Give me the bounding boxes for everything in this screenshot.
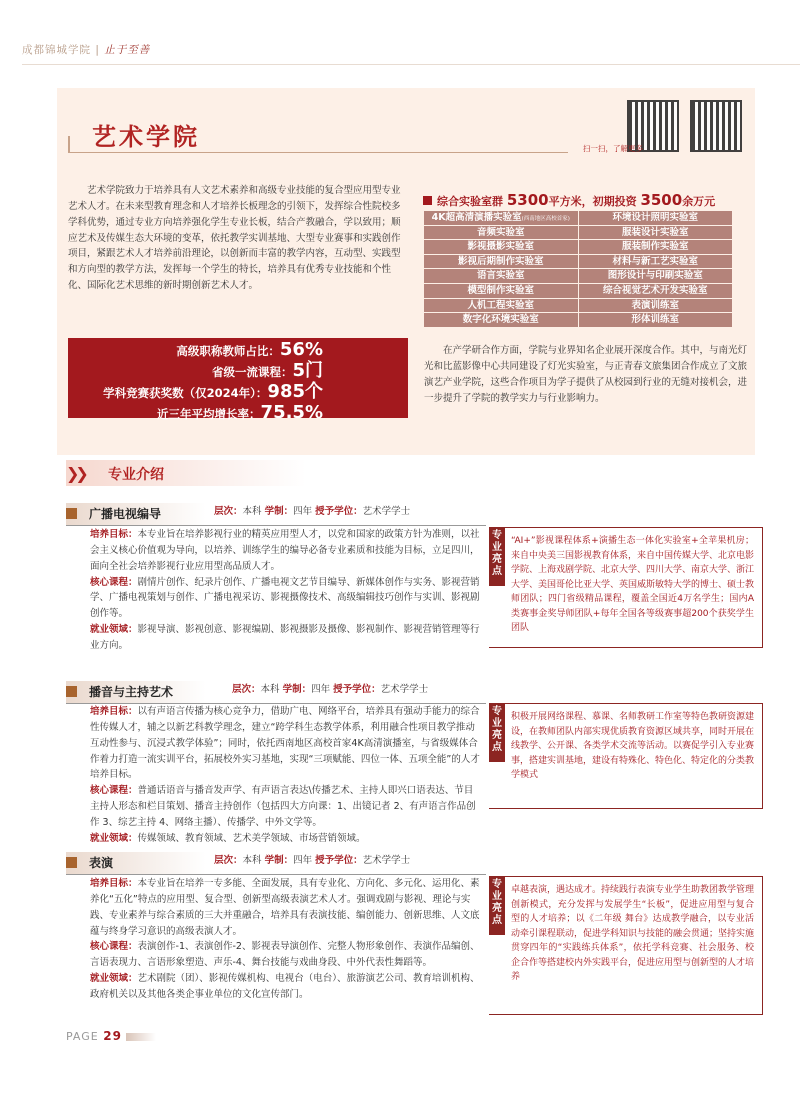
lab-item: 音频实验室: [424, 226, 578, 240]
lab-item: 图形设计与印刷实验室: [579, 269, 733, 283]
job-para: 就业领域：艺术剧院（团）、影视传媒机构、电视台（电台）、旅游演艺公司、教育培训机构、政府机关以及其他各类企事业单位的文化宣传部门。: [90, 973, 480, 1001]
stat-row: 省级一流课程：5门: [211, 360, 323, 381]
stat-row: 高级职称教师占比：56%: [176, 339, 323, 360]
qr-code-2[interactable]: [690, 100, 742, 152]
core-para: 核心课程：表演创作-1、表演创作-2、影视表导演创作、完整人物形象创作、表演作品编创、言语表现力、言语形象塑造、声乐-4、舞台技能与戏曲身段、中外代表性舞蹈等。: [90, 941, 480, 969]
major-body: [90, 527, 482, 654]
stat-row: 近三年平均增长率：75.5%: [157, 402, 323, 423]
cooperation-text: 在产学研合作方面，学院与业界知名企业展开深度合作。其中，与南光灯光和比蓝影像中心共同建设了灯光实验室，与正青春文旅集团合作成立了文旅演艺产业学院，这些合作项目为学子提供了从校园到行业的无缝对接机会，进一步提升了学院的教学实力与行业影响力。: [424, 345, 748, 404]
major-name: 表演: [89, 856, 114, 870]
lab-item: 综合视觉艺术开发实验室: [579, 284, 733, 298]
highlight-text: “AI+”影视课程体系+演播生态一体化实验室+全苹果机房；来自中央美三国影视教育体系，来自中国传媒大学、北京电影学院、上海戏剧学院、北京大学、四川大学、南京大学、浙江大学、美国哥伦比亚大学、英国威斯敏特大学的博士、硕士教师团队；四门省级精品课程，覆盖全国近4万名学生；国内A类赛事金奖导师团队+每年全国各等级赛事超200个获奖学生团队: [511, 536, 755, 634]
highlight-text: 卓越表演，遇达成才。持续践行表演专业学生助教团教学管理创新模式，充分发挥与发展学生“长板”，促进应用型与复合型的人才培养；以《二年级 舞台》达成教学融合，以专业活动牵引课程联动，促进学科知识与技能的融会贯通；坚持实施贯穿四年的“实践练兵体系”，依托学科竞赛、社会服务、校企合作等搭建校内外实践平台，促进应用型与创新型的人才培养: [511, 885, 755, 983]
highlight-box: [489, 703, 763, 809]
highlight-box: [489, 527, 763, 648]
lab-item: 形体训练室: [579, 313, 733, 327]
goal-para: 培养目标：以有声语言传播为核心竞争力，借助广电、网络平台，培养具有强动手能力的综合性传媒人才，辅之以新艺科教学理念，建立“跨学科生态教学体系，利用融合性项目教学推动互动性参与、沉浸式教学体验”；同时，依托西南地区高校首家4K高清演播室，与省级媒体合作着力打造一流实训平台，拓展校外实习基地，实现“三项赋能、四位一体、五项全能”的人才培养目标。: [90, 706, 480, 781]
double-chevron-icon: ❯❯: [66, 464, 85, 483]
labs-grid: [424, 211, 732, 327]
lab-item: 服装制作实验室: [579, 240, 733, 254]
goal-para: 培养目标：本专业旨在培养一专多能、全面发展，具有专业化、方向化、多元化、运用化、素养化“五化”特点的应用型、复合型、创新型高级表演艺术人才。强调戏剧与影视、理论与实践、专业素养与综合素质的三大并重融合，培养具有表演技能、编创能力、创新思维、人文底蕴与终身学习意识的高级表演人才。: [90, 878, 480, 937]
lab-item: 影视摄影实验室: [424, 240, 578, 254]
square-icon: [66, 686, 77, 697]
lab-item: 4K超高清演播实验室(西南地区高校首家): [424, 211, 578, 225]
lab-item: 环境设计照明实验室: [579, 211, 733, 225]
major-meta: 层次：本科 学制：四年 授予学位：艺术学学士: [214, 506, 411, 517]
lab-item: 人机工程实验室: [424, 299, 578, 313]
stat-row: 学科竞赛获奖数（仅2024年）：985个: [103, 381, 323, 402]
lab-note: (西南地区高校首家): [521, 216, 570, 222]
major-body: [90, 704, 482, 847]
highlight-text: 积极开展网络课程、慕课、名师教研工作室等特色教研资源建设，在教师团队内部实现优质教育资源区域共享，同时开展在线教学、公开课、各类学术交流等活动。以赛促学引入专业赛事，搭建实训基地，建设有特殊化、特色化、特定化的分类教学模式: [511, 712, 755, 781]
labs-header: 综合实验室群 5300平方米，初期投资 3500余万元: [423, 188, 715, 212]
title-bracket: [68, 136, 92, 152]
lab-item: 影视后期制作实验室: [424, 255, 578, 269]
major-divider: [66, 525, 486, 526]
intro-text: 艺术学院致力于培养具有人文艺术素养和高级专业技能的复合型应用型专业艺术人才。在未来型教育理念和人才培养长板理念的引领下，发挥综合性院校多学科优势，通过专业方向培养强化学生专业长板，结合产教融合，学以致用；顺应艺术及传媒生态大环境的变革，依托教学实训基地、大型专业赛事和实践创作项目，紧跟艺术人才培养前沿理论，以创新而丰富的教学内容，互动型、实践型和方向型的教学方法，发挥每一个学生的特长，培养具有优秀专业技能和个性化、国际化艺术思维的新时期创新艺术人才。: [68, 185, 401, 292]
goal-para: 培养目标：本专业旨在培养影视行业的精英应用型人才，以党和国家的政策方针为准则，以社会主义核心价值观为导向，以培养、训练学生的编导必备专业素质和技能为目标，立足四川，面向全社会培养影视行业应用型高品质人才。: [90, 529, 480, 572]
square-icon: [66, 857, 77, 868]
highlight-box: [489, 876, 763, 1015]
major-divider: [66, 874, 486, 875]
school-logo: 止于至善: [104, 44, 151, 56]
lab-item: 服装设计实验室: [579, 226, 733, 240]
lab-item: 材料与新工艺实验室: [579, 255, 733, 269]
section-title: 专业介绍: [108, 467, 164, 483]
school-name: 成都锦城学院: [22, 44, 91, 56]
lab-item: 模型制作实验室: [424, 284, 578, 298]
footer-arrow-icon: [126, 1033, 156, 1041]
job-para: 就业领域：传媒领域、教育领域、艺术美学领域、市场营销领域。: [90, 832, 366, 844]
major-name: 广播电视编导: [89, 507, 162, 521]
square-icon: [66, 508, 77, 519]
title-underline: [68, 152, 568, 153]
major-name: 播音与主持艺术: [89, 685, 174, 699]
page-number: 29: [103, 1029, 122, 1043]
highlight-tag: 专 业 亮 点: [489, 528, 505, 586]
page-title: 艺术学院: [92, 122, 200, 151]
major-heading: [66, 681, 206, 703]
major-body: [90, 876, 482, 1003]
qr-label: 扫一扫，了解更多: [583, 144, 643, 153]
job-para: 就业领域：影视导演、影视创意、影视编剧、影视摄影及摄像、影视制作、影视营销管理等行业方向。: [90, 624, 480, 652]
major-heading: [66, 503, 206, 525]
lab-item: 表演训练室: [579, 299, 733, 313]
header: 成都锦城学院 | 止于至善: [22, 44, 151, 56]
major-meta: 层次：本科 学制：四年 授予学位：艺术学学士: [232, 684, 429, 695]
major-meta: 层次：本科 学制：四年 授予学位：艺术学学士: [214, 855, 411, 866]
highlight-tag: 专 业 亮 点: [489, 704, 505, 762]
core-para: 核心课程：剧情片创作、纪录片创作、广播电视文艺节目编导、新媒体创作与实务、影视营销学、广播电视策划与创作、广播电视采访、影视摄像技术、高级编辑技巧创作与实训、影视剧创作等。: [90, 576, 480, 620]
stats-box: [68, 338, 408, 423]
section-banner: [66, 460, 306, 486]
highlight-tag: 专 业 亮 点: [489, 877, 505, 935]
square-icon: [423, 196, 432, 205]
page-footer: PAGE 29: [66, 1027, 156, 1046]
core-para: 核心课程：普通话语音与播音发声学、有声语言表达\传播艺术、主持人即兴口语表达、节目主持人形态和栏目策划、播音主持创作（包括四大方向课：1、出镜记者 2、有声语言作品创作 3、综艺主持 4、网络主播）、传播学、中外文学等。: [90, 785, 476, 829]
lab-item: 语言实验室: [424, 269, 578, 283]
header-divider: [22, 64, 800, 65]
major-heading: [66, 852, 206, 874]
lab-item: 数字化环境实验室: [424, 313, 578, 327]
